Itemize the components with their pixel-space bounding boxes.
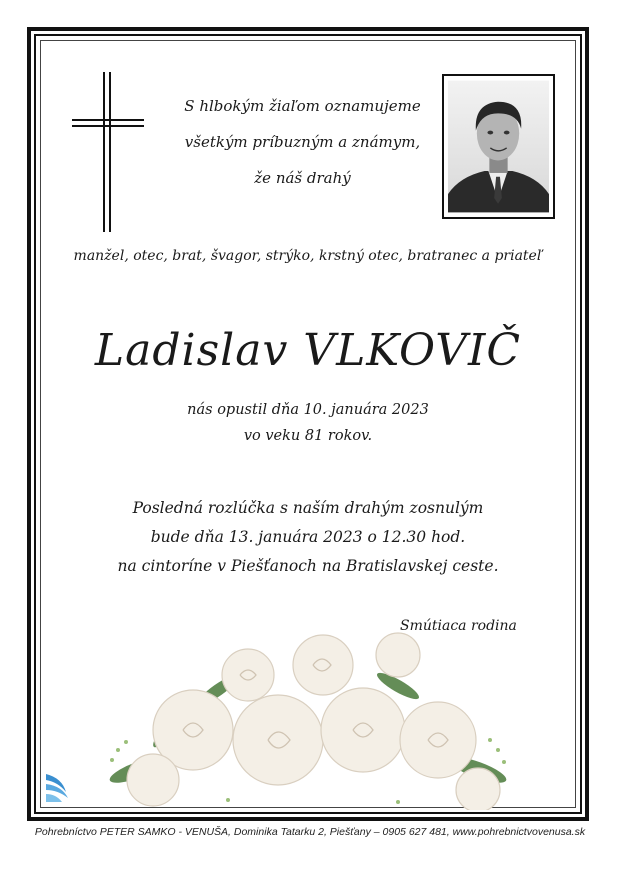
death-line: nás opustil dňa 10. januára 2023: [187, 402, 429, 418]
cross-icon: [72, 72, 144, 232]
portrait-photo: [442, 74, 555, 219]
intro-line: S hlbokým žiaľom oznamujeme: [184, 97, 421, 115]
white-roses-bouquet: [98, 620, 518, 810]
death-info: [44, 397, 572, 449]
family-signature: Smútiaca rodina: [400, 618, 517, 634]
intro-line: všetkým príbuzným a známym,: [184, 133, 421, 151]
death-line: vo veku 81 rokov.: [243, 428, 373, 444]
relations-line: manžel, otec, brat, švagor, strýko, krstný otec, bratranec a priateľ: [73, 248, 543, 264]
intro-line: že náš drahý: [254, 169, 351, 187]
intro-text: [170, 88, 435, 196]
ceremony-line: na cintoríne v Piešťanoch na Bratislavskej ceste.: [117, 557, 499, 575]
ceremony-line: bude dňa 13. januára 2023 o 12.30 hod.: [150, 528, 466, 546]
venusa-logo: [44, 766, 74, 802]
ceremony-info: [44, 494, 572, 581]
deceased-name: Ladislav VLKOVIČ: [94, 325, 522, 376]
ceremony-line: Posledná rozlúčka s naším drahým zosnulým: [132, 499, 484, 517]
portrait-image: [448, 80, 549, 213]
funeral-home-footer: Pohrebníctvo PETER SAMKO - VENUŠA, Dominika Tatarku 2, Piešťany – 0905 627 481, www.pohrebnictvovenusa.sk: [34, 826, 586, 838]
